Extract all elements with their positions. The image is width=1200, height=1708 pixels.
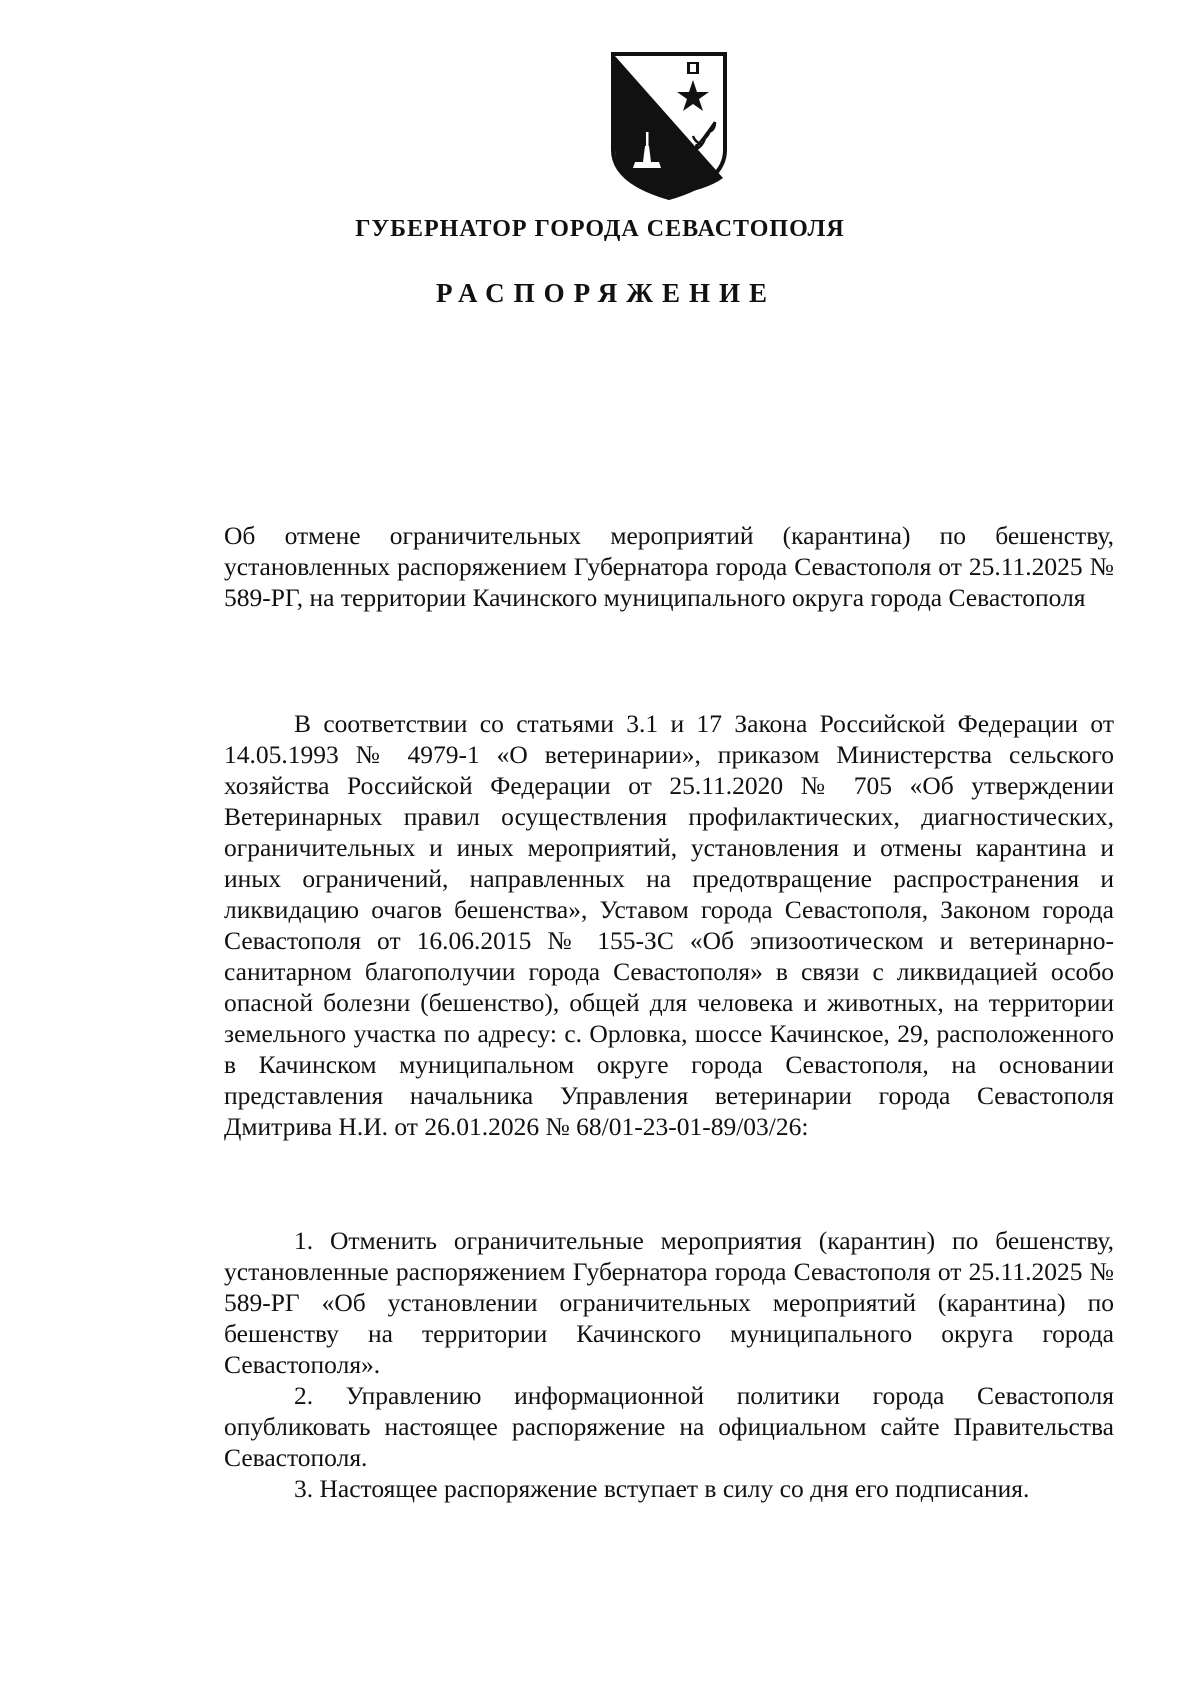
- issuing-authority: ГУБЕРНАТОР ГОРОДА СЕВАСТОПОЛЯ: [355, 216, 845, 242]
- order-item-3: 3. Настоящее распоряжение вступает в силу со дня его подписания.: [294, 1474, 1030, 1503]
- order-items: [224, 1225, 1114, 1504]
- sevastopol-coat-of-arms-icon: [607, 50, 731, 200]
- preamble-paragraph: В соответствии со статьями 3.1 и 17 Закона Российской Федерации от 14.05.1993 № 4979-1 «О ветеринарии», приказом Министерства сельского хозяйства Российской Федерации от 25.11.2020 № 705 «Об утверждении Ветеринарных правил осуществления профилактических, диагностических, ограничительных и иных мероприятий, установления и отмены карантина и иных ограничений, направленных на предотвращение распространения и ликвидацию очагов бешенства», Уставом города Севастополя, Законом города Севастополя от 16.06.2015 № 155-ЗС «Об эпизоотическом и ветеринарно-санитарном благополучии города Севастополя» в связи с ликвидацией особо опасной болезни (бешенство), общей для человека и животных, на территории земельного участка по адресу: с. Орловка, шоссе Качинское, 29, расположенного в Качинском муниципальном округе города Севастополя, на основании представления начальника Управления ветеринарии города Севастополя Дмитрива Н.И. от 26.01.2026 № 68/01-23-01-89/03/26:: [224, 709, 1114, 1141]
- order-item-1: 1. Отменить ограничительные мероприятия (карантин) по бешенству, установленные распоряжением Губернатора города Севастополя от 25.11.2025 № 589-РГ «Об установлении ограничительных мероприятий (карантина) по бешенству на территории Качинского муниципального округа города Севастополя».: [224, 1226, 1114, 1379]
- document-type-heading: РАСПОРЯЖЕНИЕ: [435, 278, 777, 308]
- document-title: Об отмене ограничительных мероприятий (карантина) по бешенству, установленных распоряжением Губернатора города Севастополя от 25.11.2025 № 589-РГ, на территории Качинского муниципального округа города Севастополя: [224, 521, 1114, 612]
- order-item-2: 2. Управлению информационной политики города Севастополя опубликовать настоящее распоряжение на официальном сайте Правительства Севастополя.: [224, 1381, 1114, 1472]
